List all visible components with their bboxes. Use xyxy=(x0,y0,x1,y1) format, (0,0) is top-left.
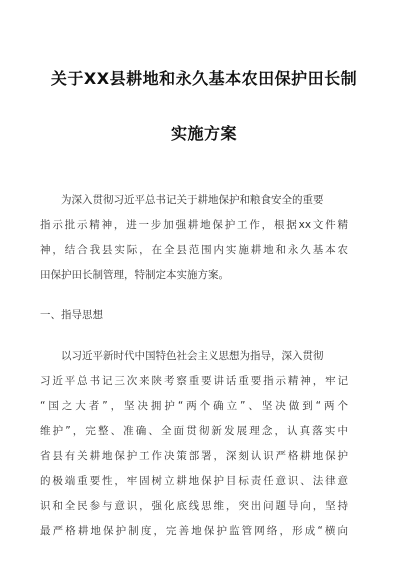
document-title-line-1: 关于XX县耕地和永久基本农田保护田长制 xyxy=(50,69,358,88)
intro-line: 指示批示精神，进一步加强耕地保护工作，根据xx文件精 xyxy=(40,219,348,231)
section-body-line: 的极端重要性，牢固树立耕地保护目标责任意识、法律意 xyxy=(40,475,348,487)
section-body-line: 习近平总书记三次来陕考察重要讲话重要指示精神，牢记 xyxy=(40,375,348,387)
section-body-line: 维护”，完整、准确、全面贯彻新发展理念，认真落实中 xyxy=(40,425,348,437)
section-body-line: 以习近平新时代中国特色社会主义思想为指导，深入贯彻 xyxy=(61,350,324,362)
section-heading: 一、指导思想 xyxy=(40,309,103,321)
document-title-line-2: 实施方案 xyxy=(170,124,237,143)
intro-line: 为深入贯彻习近平总书记关于耕地保护和粮食安全的重要 xyxy=(61,194,324,206)
intro-line: 神，结合我县实际，在全县范围内实施耕地和永久基本农 xyxy=(40,244,348,256)
section-body-line: 识和全民参与意识，强化底线思维，突出问题导向，坚持 xyxy=(40,500,348,512)
section-body-line: 最严格耕地保护制度，完善地保护监管网络，形成“横向 xyxy=(40,525,348,537)
intro-line: 田保护田长制管理，特制定本实施方案。 xyxy=(40,269,229,281)
section-body-line: 省县有关耕地保护工作决策部署，深刻认识严格耕地保护 xyxy=(40,450,348,462)
section-body-line: “国之大者”，坚决拥护“两个确立”、坚决做到“两个 xyxy=(40,400,348,412)
